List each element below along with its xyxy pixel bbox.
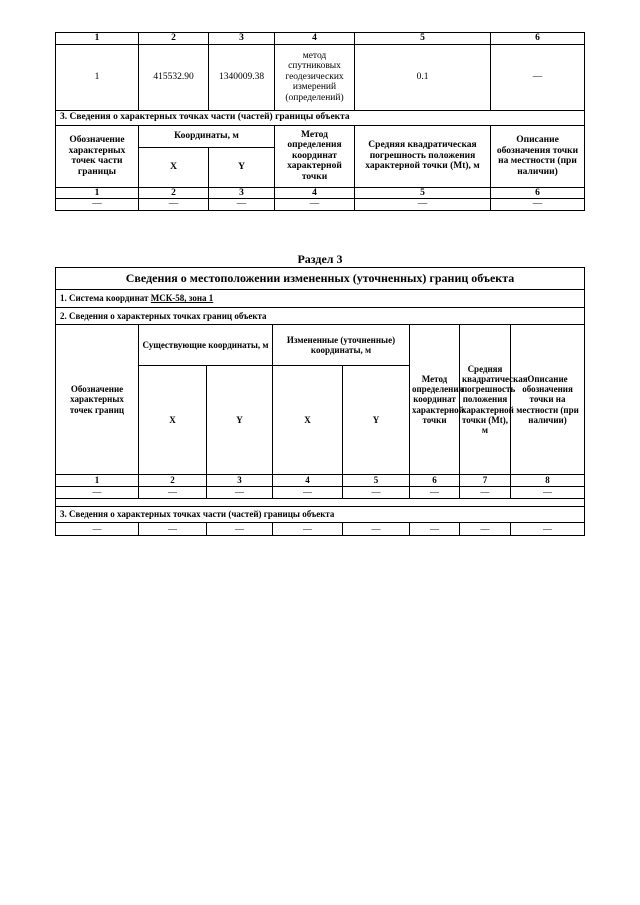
- header-x: X: [139, 147, 209, 187]
- header-numbers-row: [56, 475, 585, 487]
- header-desc: Описание обозначения точки на местности (при наличии): [491, 125, 585, 187]
- header-y: Y: [343, 366, 410, 475]
- empty-cell: —: [491, 199, 585, 211]
- header-x: X: [139, 366, 207, 475]
- section-heading: 2. Сведения о характерных точках границ объекта: [56, 308, 585, 325]
- header-numbers-row: [56, 33, 585, 45]
- empty-cell: —: [355, 199, 491, 211]
- header-y: Y: [209, 147, 275, 187]
- point-id: 1: [56, 44, 139, 110]
- method: метод спутниковых геодезических измерений (определений): [275, 44, 355, 110]
- col-num: 3: [207, 475, 273, 487]
- col-num: 3: [209, 187, 275, 199]
- changed-boundaries-table: [55, 267, 585, 536]
- col-num: 6: [410, 475, 460, 487]
- empty-cell: —: [139, 523, 207, 536]
- empty-cell: —: [56, 199, 139, 211]
- col-num: 6: [491, 33, 585, 45]
- header-method: Метод определения координат характерной точки: [410, 325, 460, 475]
- col-num: 6: [491, 187, 585, 199]
- empty-cell: —: [207, 487, 273, 499]
- empty-cell: —: [460, 487, 511, 499]
- header-numbers-row: [56, 187, 585, 199]
- empty-cell: —: [273, 523, 343, 536]
- section-heading: 3. Сведения о характерных точках части (частей) границы объекта: [56, 507, 585, 523]
- col-num: 2: [139, 33, 209, 45]
- col-num: 5: [343, 475, 410, 487]
- coord-x: 415532.90: [139, 44, 209, 110]
- col-num: 1: [56, 475, 139, 487]
- col-num: 4: [275, 33, 355, 45]
- header-coords: Координаты, м: [139, 125, 275, 147]
- mt-value: 0.1: [355, 44, 491, 110]
- header-x: X: [273, 366, 343, 475]
- coord-y: 1340009.38: [209, 44, 275, 110]
- empty-cell: —: [410, 523, 460, 536]
- table-row: [56, 199, 585, 211]
- coord-system: [56, 290, 585, 308]
- empty-cell: —: [273, 487, 343, 499]
- header-mt: Средняя квадратическая погрешность положения характерной точки (Mt), м: [355, 125, 491, 187]
- section-heading: 3. Сведения о характерных точках части (частей) границы объекта: [56, 110, 585, 125]
- coord-system-label: 1. Система координат: [60, 293, 149, 304]
- header-existing-coords: Существующие координаты, м: [139, 325, 273, 366]
- empty-cell: —: [460, 523, 511, 536]
- col-num: 4: [273, 475, 343, 487]
- col-num: 8: [511, 475, 585, 487]
- empty-cell: —: [209, 199, 275, 211]
- header-changed-coords: Измененные (уточненные) координаты, м: [273, 325, 410, 366]
- empty-cell: —: [511, 487, 585, 499]
- coord-system-value: МСК-58, зона 1: [150, 293, 214, 304]
- col-num: 2: [139, 475, 207, 487]
- header-desc: Описание обозначения точки на местности (при наличии): [511, 325, 585, 475]
- empty-cell: —: [343, 523, 410, 536]
- empty-cell: —: [343, 487, 410, 499]
- header-mt: Средняя квадратическая погрешность положения характерной точки (Mt), м: [460, 325, 511, 475]
- header-y: Y: [207, 366, 273, 475]
- empty-cell: —: [56, 523, 139, 536]
- spacer: [56, 499, 585, 507]
- table-row: [56, 44, 585, 110]
- col-num: 5: [355, 187, 491, 199]
- col-num: 1: [56, 33, 139, 45]
- table-row: [56, 523, 585, 536]
- col-num: 7: [460, 475, 511, 487]
- header-point: Обозначение характерных точек части границы: [56, 125, 139, 187]
- empty-cell: —: [56, 487, 139, 499]
- section-title: Раздел 3: [297, 252, 343, 266]
- col-num: 4: [275, 187, 355, 199]
- header-point: Обозначение характерных точек границ: [56, 325, 139, 475]
- points-table-continuation: [55, 32, 585, 211]
- empty-cell: —: [511, 523, 585, 536]
- table-title: Сведения о местоположении измененных (уточненных) границ объекта: [56, 268, 585, 290]
- empty-cell: —: [139, 487, 207, 499]
- col-num: 1: [56, 187, 139, 199]
- header-method: Метод определения координат характерной точки: [275, 125, 355, 187]
- col-num: 5: [355, 33, 491, 45]
- col-num: 2: [139, 187, 209, 199]
- empty-cell: —: [207, 523, 273, 536]
- table-row: [56, 487, 585, 499]
- empty-cell: —: [410, 487, 460, 499]
- empty-cell: —: [275, 199, 355, 211]
- empty-cell: —: [139, 199, 209, 211]
- col-num: 3: [209, 33, 275, 45]
- description: —: [491, 44, 585, 110]
